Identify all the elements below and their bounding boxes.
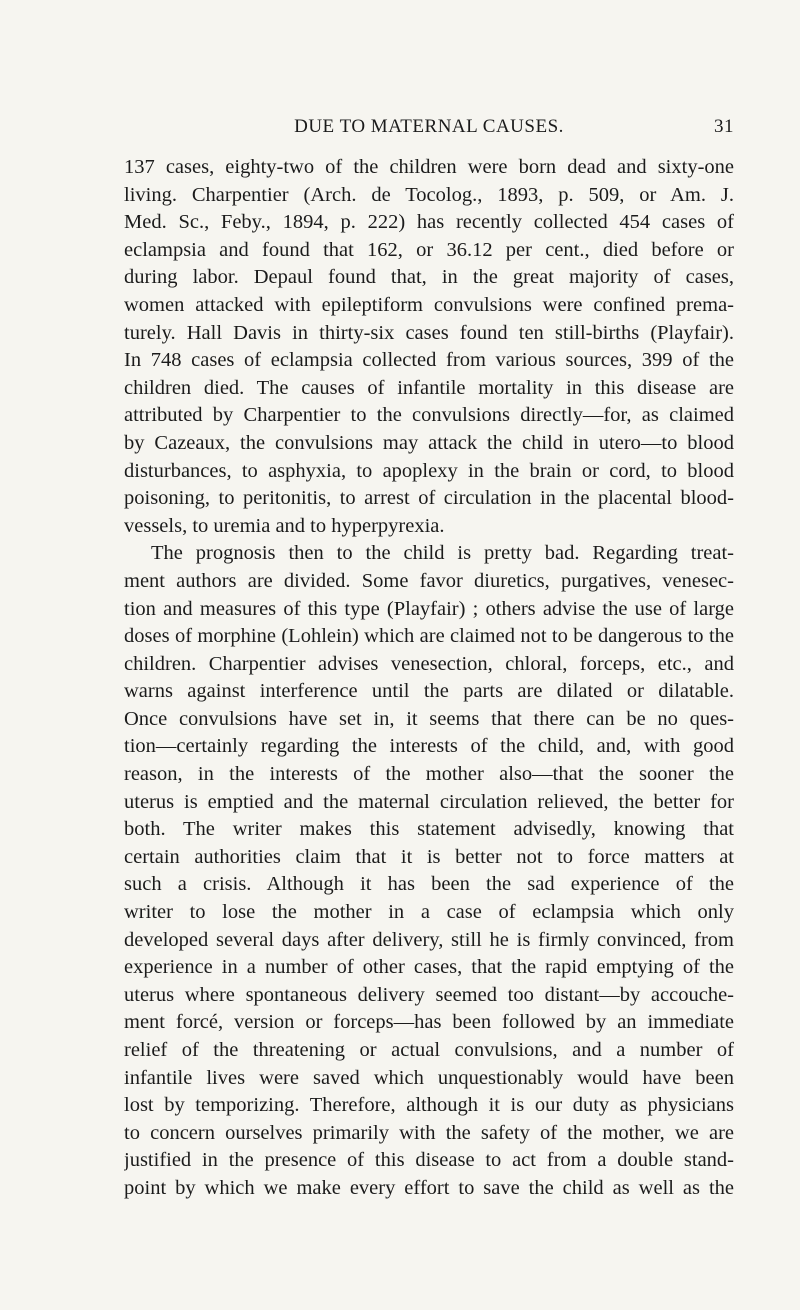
text-line: attributed by Charpentier to the convulsions directly—for, as claimed (124, 404, 734, 427)
body-text (124, 154, 734, 1203)
text-line: tion—certainly regarding the interests of the child, and, with good (124, 735, 734, 758)
running-title: DUE TO MATERNAL CAUSES. (294, 116, 564, 137)
text-line: In 748 cases of eclampsia collected from various sources, 399 of the (124, 349, 734, 372)
text-line: infantile lives were saved which unquestionably would have been (124, 1066, 734, 1089)
text-line: children. Charpentier advises venesection, chloral, forceps, etc., and (124, 652, 734, 675)
text-line: to concern ourselves primarily with the safety of the mother, we are (124, 1121, 734, 1144)
text-line: point by which we make every effort to save the child as well as the (124, 1176, 734, 1199)
text-line: uterus where spontaneous delivery seemed too distant—by accouche- (124, 983, 734, 1006)
text-line: living. Charpentier (Arch. de Tocolog., 1893, p. 509, or Am. J. (124, 183, 734, 206)
text-line: 137 cases, eighty-two of the children were born dead and sixty-one (124, 156, 734, 178)
running-head (124, 116, 734, 140)
text-line: both. The writer makes this statement advisedly, knowing that (124, 818, 734, 841)
text-line: lost by temporizing. Therefore, although it is our duty as physicians (124, 1094, 734, 1117)
text-line: by Cazeaux, the convulsions may attack the child in utero—to blood (124, 431, 734, 454)
text-line: certain authorities claim that it is better not to force matters at (124, 845, 734, 868)
text-line: turely. Hall Davis in thirty-six cases found ten still-births (Playfair). (124, 321, 734, 344)
text-line: disturbances, to asphyxia, to apoplexy in the brain or cord, to blood (124, 459, 734, 482)
text-line: developed several days after delivery, still he is firmly convinced, from (124, 928, 734, 951)
text-line: The prognosis then to the child is pretty bad. Regarding treat- (151, 542, 734, 565)
text-line: ment authors are divided. Some favor diuretics, purgatives, venesec- (124, 569, 734, 592)
text-line: eclampsia and found that 162, or 36.12 per cent., died before or (124, 238, 734, 261)
text-line: doses of morphine (Lohlein) which are claimed not to be dangerous to the (124, 625, 734, 648)
text-line: uterus is emptied and the maternal circulation relieved, the better for (124, 790, 734, 813)
text-line: poisoning, to peritonitis, to arrest of circulation in the placental blood- (124, 487, 734, 510)
text-line: children died. The causes of infantile mortality in this disease are (124, 376, 734, 399)
page-number: 31 (714, 116, 734, 137)
text-line: relief of the threatening or actual convulsions, and a number of (124, 1039, 734, 1061)
text-line: women attacked with epileptiform convulsions were confined prema- (124, 293, 734, 316)
text-line: tion and measures of this type (Playfair) ; others advise the use of large (124, 597, 734, 620)
text-line: experience in a number of other cases, that the rapid emptying of the (124, 956, 734, 979)
text-line: Once convulsions have set in, it seems that there can be no ques- (124, 707, 734, 730)
text-line: reason, in the interests of the mother also—that the sooner the (124, 763, 734, 786)
text-line: justified in the presence of this disease to act from a double stand- (124, 1149, 734, 1172)
text-line: ment forcé, version or forceps—has been followed by an immediate (124, 1011, 734, 1034)
text-line: during labor. Depaul found that, in the great majority of cases, (124, 266, 734, 289)
text-line: warns against interference until the parts are dilated or dilatable. (124, 680, 734, 703)
text-line: such a crisis. Although it has been the sad experience of the (124, 873, 734, 896)
text-line: vessels, to uremia and to hyperpyrexia. (124, 514, 445, 537)
text-line: Med. Sc., Feby., 1894, p. 222) has recently collected 454 cases of (124, 211, 734, 234)
text-line: writer to lose the mother in a case of eclampsia which only (124, 901, 734, 924)
